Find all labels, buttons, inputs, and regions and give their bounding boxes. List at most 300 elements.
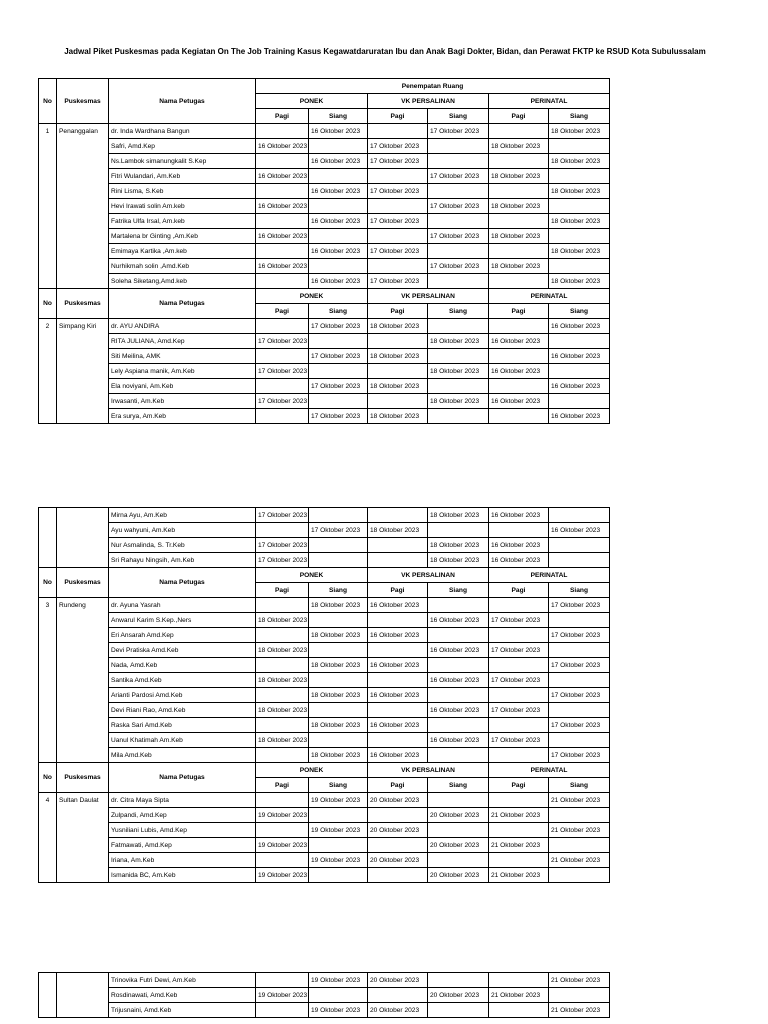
row-no <box>39 973 57 988</box>
row-puskesmas <box>57 139 109 154</box>
row-date-cell <box>549 643 610 658</box>
row-date-cell: 19 Oktober 2023 <box>309 1003 368 1018</box>
header-nama-petugas: Nama Petugas <box>109 568 256 598</box>
row-date-cell: 17 Oktober 2023 <box>428 169 489 184</box>
table-row <box>39 124 610 139</box>
row-date-cell: 16 Oktober 2023 <box>309 154 368 169</box>
row-date-cell <box>489 823 549 838</box>
row-date-cell: 17 Oktober 2023 <box>368 274 428 289</box>
row-date-cell <box>368 988 428 1003</box>
row-nama-petugas: Nada, Amd.Keb <box>109 658 256 673</box>
row-date-cell: 16 Oktober 2023 <box>428 643 489 658</box>
row-date-cell: 18 Oktober 2023 <box>549 244 610 259</box>
row-date-cell: 18 Oktober 2023 <box>549 214 610 229</box>
row-date-cell <box>309 538 368 553</box>
row-date-cell <box>256 853 309 868</box>
table-row <box>39 409 610 424</box>
row-date-cell <box>489 1003 549 1018</box>
row-no <box>39 154 57 169</box>
header-vk-persalinan: VK PERSALINAN <box>368 94 489 109</box>
row-date-cell: 18 Oktober 2023 <box>309 718 368 733</box>
row-nama-petugas: Raska Sari Amd.Keb <box>109 718 256 733</box>
table-row <box>39 214 610 229</box>
row-date-cell: 16 Oktober 2023 <box>549 379 610 394</box>
row-date-cell <box>489 523 549 538</box>
header-vk-persalinan: VK PERSALINAN <box>368 568 489 583</box>
header-puskesmas: Puskesmas <box>57 568 109 598</box>
row-date-cell <box>309 169 368 184</box>
row-date-cell <box>256 598 309 613</box>
row-date-cell <box>309 259 368 274</box>
table-row <box>39 394 610 409</box>
row-puskesmas <box>57 688 109 703</box>
schedule-table-page-1 <box>38 78 610 424</box>
row-date-cell: 20 Oktober 2023 <box>428 868 489 883</box>
row-date-cell: 18 Oktober 2023 <box>428 508 489 523</box>
row-date-cell: 18 Oktober 2023 <box>489 199 549 214</box>
row-puskesmas <box>57 409 109 424</box>
row-date-cell: 21 Oktober 2023 <box>489 988 549 1003</box>
row-date-cell <box>549 553 610 568</box>
row-date-cell <box>368 169 428 184</box>
row-date-cell: 16 Oktober 2023 <box>489 364 549 379</box>
row-nama-petugas: Mirna Ayu, Am.Keb <box>109 508 256 523</box>
row-date-cell <box>489 598 549 613</box>
row-date-cell: 17 Oktober 2023 <box>428 199 489 214</box>
table-row <box>39 748 610 763</box>
row-no <box>39 628 57 643</box>
row-puskesmas <box>57 364 109 379</box>
table-row <box>39 838 610 853</box>
row-date-cell <box>428 793 489 808</box>
header-pagi: Pagi <box>489 583 549 598</box>
row-date-cell <box>368 199 428 214</box>
header-perinatal: PERINATAL <box>489 763 610 778</box>
row-date-cell <box>428 523 489 538</box>
row-date-cell: 18 Oktober 2023 <box>256 733 309 748</box>
row-puskesmas <box>57 823 109 838</box>
row-puskesmas <box>57 154 109 169</box>
row-date-cell <box>489 214 549 229</box>
row-date-cell <box>549 199 610 214</box>
row-puskesmas <box>57 853 109 868</box>
schedule-table-page-2 <box>38 507 610 883</box>
row-date-cell: 17 Oktober 2023 <box>549 688 610 703</box>
row-date-cell <box>489 409 549 424</box>
row-date-cell: 18 Oktober 2023 <box>428 394 489 409</box>
row-date-cell <box>256 379 309 394</box>
row-no <box>39 409 57 424</box>
row-date-cell <box>549 394 610 409</box>
row-date-cell <box>489 688 549 703</box>
row-date-cell: 18 Oktober 2023 <box>428 364 489 379</box>
row-no <box>39 658 57 673</box>
row-nama-petugas: Anwarul Karim S.Kep.,Ners <box>109 613 256 628</box>
header-pagi: Pagi <box>256 304 309 319</box>
table-row <box>39 244 610 259</box>
row-no <box>39 808 57 823</box>
table-row <box>39 688 610 703</box>
row-date-cell: 19 Oktober 2023 <box>256 868 309 883</box>
row-no <box>39 538 57 553</box>
header-siang: Siang <box>428 304 489 319</box>
row-date-cell: 16 Oktober 2023 <box>256 229 309 244</box>
row-date-cell <box>256 349 309 364</box>
row-date-cell: 21 Oktober 2023 <box>549 973 610 988</box>
row-no <box>39 748 57 763</box>
row-nama-petugas: Iriana, Am.Keb <box>109 853 256 868</box>
row-date-cell: 17 Oktober 2023 <box>549 748 610 763</box>
row-date-cell: 17 Oktober 2023 <box>256 538 309 553</box>
table-row <box>39 379 610 394</box>
row-date-cell <box>489 274 549 289</box>
row-nama-petugas: Era surya, Am.Keb <box>109 409 256 424</box>
row-date-cell: 17 Oktober 2023 <box>368 139 428 154</box>
table-row <box>39 1003 610 1018</box>
row-date-cell: 20 Oktober 2023 <box>428 808 489 823</box>
row-nama-petugas: Safri, Amd.Kep <box>109 139 256 154</box>
row-date-cell <box>256 184 309 199</box>
header-siang: Siang <box>549 778 610 793</box>
row-date-cell: 17 Oktober 2023 <box>256 334 309 349</box>
row-no <box>39 523 57 538</box>
header-pagi: Pagi <box>368 778 428 793</box>
table-row <box>39 274 610 289</box>
row-puskesmas <box>57 259 109 274</box>
row-date-cell: 17 Oktober 2023 <box>428 259 489 274</box>
row-no <box>39 394 57 409</box>
row-date-cell <box>309 364 368 379</box>
header-pagi: Pagi <box>489 778 549 793</box>
row-nama-petugas: Devi Riani Rao, Amd.Keb <box>109 703 256 718</box>
table-row <box>39 259 610 274</box>
row-date-cell: 18 Oktober 2023 <box>309 598 368 613</box>
row-date-cell <box>368 838 428 853</box>
row-date-cell <box>309 334 368 349</box>
row-date-cell <box>368 394 428 409</box>
row-date-cell <box>489 628 549 643</box>
row-puskesmas <box>57 538 109 553</box>
table-row <box>39 229 610 244</box>
schedule-table-page-3 <box>38 972 610 1018</box>
row-no <box>39 139 57 154</box>
row-date-cell <box>428 184 489 199</box>
row-nama-petugas: Trinovika Futri Dewi, Am.Keb <box>109 973 256 988</box>
row-nama-petugas: Martalena br Ginting ,Am.Keb <box>109 229 256 244</box>
row-date-cell: 17 Oktober 2023 <box>489 613 549 628</box>
row-date-cell: 17 Oktober 2023 <box>549 598 610 613</box>
row-puskesmas <box>57 214 109 229</box>
row-date-cell: 18 Oktober 2023 <box>256 643 309 658</box>
row-puskesmas: Rundeng <box>57 598 109 613</box>
row-date-cell: 21 Oktober 2023 <box>489 808 549 823</box>
row-puskesmas <box>57 394 109 409</box>
table-row <box>39 673 610 688</box>
row-date-cell <box>428 349 489 364</box>
row-no <box>39 733 57 748</box>
row-date-cell: 18 Oktober 2023 <box>428 553 489 568</box>
row-date-cell <box>428 688 489 703</box>
header-nama-petugas: Nama Petugas <box>109 79 256 124</box>
row-date-cell <box>549 703 610 718</box>
table-row <box>39 508 610 523</box>
row-date-cell <box>256 823 309 838</box>
row-date-cell: 16 Oktober 2023 <box>489 538 549 553</box>
row-puskesmas <box>57 973 109 988</box>
header-penempatan-ruang: Penempatan Ruang <box>256 79 610 94</box>
row-date-cell: 16 Oktober 2023 <box>489 334 549 349</box>
row-date-cell <box>368 259 428 274</box>
row-no <box>39 274 57 289</box>
row-date-cell: 16 Oktober 2023 <box>549 319 610 334</box>
row-no <box>39 553 57 568</box>
row-date-cell: 17 Oktober 2023 <box>489 673 549 688</box>
row-date-cell: 18 Oktober 2023 <box>549 154 610 169</box>
row-date-cell: 17 Oktober 2023 <box>549 658 610 673</box>
table-row <box>39 553 610 568</box>
row-date-cell <box>368 229 428 244</box>
row-date-cell: 18 Oktober 2023 <box>489 229 549 244</box>
row-date-cell: 18 Oktober 2023 <box>368 523 428 538</box>
row-date-cell <box>549 808 610 823</box>
row-nama-petugas: dr. Inda Wardhana Bangun <box>109 124 256 139</box>
row-date-cell: 18 Oktober 2023 <box>489 259 549 274</box>
header-puskesmas: Puskesmas <box>57 289 109 319</box>
table-row <box>39 643 610 658</box>
header-perinatal: PERINATAL <box>489 94 610 109</box>
row-nama-petugas: Rosdinawati, Amd.Keb <box>109 988 256 1003</box>
row-date-cell: 20 Oktober 2023 <box>368 793 428 808</box>
header-siang: Siang <box>549 304 610 319</box>
row-date-cell: 18 Oktober 2023 <box>256 703 309 718</box>
row-date-cell: 17 Oktober 2023 <box>368 154 428 169</box>
row-date-cell: 19 Oktober 2023 <box>309 973 368 988</box>
row-date-cell: 20 Oktober 2023 <box>368 1003 428 1018</box>
row-date-cell <box>549 169 610 184</box>
row-date-cell <box>549 613 610 628</box>
table-row <box>39 334 610 349</box>
header-siang: Siang <box>428 583 489 598</box>
table-row <box>39 733 610 748</box>
row-nama-petugas: dr. Citra Maya Sipta <box>109 793 256 808</box>
row-date-cell: 17 Oktober 2023 <box>309 319 368 334</box>
header-pagi: Pagi <box>489 109 549 124</box>
row-date-cell: 16 Oktober 2023 <box>368 628 428 643</box>
row-no: 3 <box>39 598 57 613</box>
row-no: 1 <box>39 124 57 139</box>
row-date-cell <box>549 259 610 274</box>
row-puskesmas <box>57 613 109 628</box>
row-date-cell <box>368 733 428 748</box>
header-siang: Siang <box>309 778 368 793</box>
row-date-cell <box>309 508 368 523</box>
row-nama-petugas: Mila Amd.Keb <box>109 748 256 763</box>
row-date-cell: 21 Oktober 2023 <box>489 868 549 883</box>
row-puskesmas <box>57 334 109 349</box>
row-nama-petugas: Emimaya Kartika ,Am.keb <box>109 244 256 259</box>
row-puskesmas: Simpang Kiri <box>57 319 109 334</box>
row-no <box>39 823 57 838</box>
row-date-cell: 16 Oktober 2023 <box>309 184 368 199</box>
row-date-cell: 17 Oktober 2023 <box>309 409 368 424</box>
row-date-cell <box>368 868 428 883</box>
row-date-cell <box>549 334 610 349</box>
row-date-cell: 16 Oktober 2023 <box>309 124 368 139</box>
row-date-cell: 21 Oktober 2023 <box>549 1003 610 1018</box>
row-date-cell <box>549 229 610 244</box>
header-pagi: Pagi <box>256 583 309 598</box>
row-nama-petugas: Eri Ansarah Amd.Kep <box>109 628 256 643</box>
header-siang: Siang <box>428 109 489 124</box>
header-no: No <box>39 79 57 124</box>
row-date-cell: 16 Oktober 2023 <box>549 523 610 538</box>
header-ponek: PONEK <box>256 568 368 583</box>
row-date-cell <box>368 808 428 823</box>
row-date-cell: 21 Oktober 2023 <box>489 838 549 853</box>
row-date-cell <box>256 523 309 538</box>
row-date-cell: 21 Oktober 2023 <box>549 793 610 808</box>
row-no: 2 <box>39 319 57 334</box>
row-no <box>39 613 57 628</box>
row-no <box>39 169 57 184</box>
header-pagi: Pagi <box>368 304 428 319</box>
header-siang: Siang <box>549 109 610 124</box>
row-date-cell <box>256 319 309 334</box>
row-date-cell: 16 Oktober 2023 <box>368 658 428 673</box>
table-row <box>39 199 610 214</box>
row-date-cell: 18 Oktober 2023 <box>309 628 368 643</box>
row-date-cell <box>428 718 489 733</box>
row-date-cell: 18 Oktober 2023 <box>256 613 309 628</box>
row-no <box>39 673 57 688</box>
row-puskesmas <box>57 199 109 214</box>
row-date-cell <box>309 613 368 628</box>
row-date-cell: 16 Oktober 2023 <box>256 259 309 274</box>
header-siang: Siang <box>309 304 368 319</box>
row-date-cell <box>489 793 549 808</box>
row-date-cell: 19 Oktober 2023 <box>309 853 368 868</box>
row-no <box>39 703 57 718</box>
row-date-cell: 17 Oktober 2023 <box>428 229 489 244</box>
row-date-cell: 16 Oktober 2023 <box>256 199 309 214</box>
row-puskesmas <box>57 274 109 289</box>
row-date-cell <box>428 379 489 394</box>
header-pagi: Pagi <box>368 583 428 598</box>
row-date-cell <box>256 244 309 259</box>
header-vk-persalinan: VK PERSALINAN <box>368 763 489 778</box>
row-nama-petugas: Siti Meilina, AMK <box>109 349 256 364</box>
row-date-cell: 16 Oktober 2023 <box>428 673 489 688</box>
row-date-cell: 16 Oktober 2023 <box>428 703 489 718</box>
row-puskesmas <box>57 733 109 748</box>
row-puskesmas <box>57 169 109 184</box>
header-ponek: PONEK <box>256 289 368 304</box>
row-date-cell: 18 Oktober 2023 <box>549 274 610 289</box>
row-date-cell <box>489 319 549 334</box>
row-puskesmas <box>57 703 109 718</box>
row-date-cell <box>256 628 309 643</box>
row-date-cell <box>428 319 489 334</box>
row-no <box>39 364 57 379</box>
row-date-cell <box>368 334 428 349</box>
row-date-cell <box>256 658 309 673</box>
row-date-cell <box>428 748 489 763</box>
row-date-cell: 16 Oktober 2023 <box>256 169 309 184</box>
row-date-cell: 21 Oktober 2023 <box>549 853 610 868</box>
row-nama-petugas: Nurhikmah solin ,Amd.Keb <box>109 259 256 274</box>
row-date-cell <box>368 538 428 553</box>
row-date-cell <box>256 409 309 424</box>
row-date-cell <box>368 673 428 688</box>
row-nama-petugas: Uanul Khatimah Am.Keb <box>109 733 256 748</box>
row-date-cell: 17 Oktober 2023 <box>309 349 368 364</box>
table-row <box>39 658 610 673</box>
row-puskesmas <box>57 868 109 883</box>
row-date-cell: 18 Oktober 2023 <box>256 673 309 688</box>
row-nama-petugas: Hevi Irawati solin Am.keb <box>109 199 256 214</box>
row-date-cell <box>309 553 368 568</box>
row-date-cell <box>489 244 549 259</box>
row-date-cell <box>428 274 489 289</box>
row-date-cell <box>489 349 549 364</box>
row-no <box>39 688 57 703</box>
row-date-cell <box>489 124 549 139</box>
row-puskesmas <box>57 508 109 523</box>
header-siang: Siang <box>428 778 489 793</box>
document-title: Jadwal Piket Puskesmas pada Kegiatan On The Job Training Kasus Kegawatdaruratan Ibu dan Anak Bagi Dokter, Bidan, dan Perawat FKTP ke RSUD Kota Subulussalam <box>64 47 706 56</box>
table-row <box>39 988 610 1003</box>
row-date-cell <box>549 733 610 748</box>
row-puskesmas <box>57 1003 109 1018</box>
row-date-cell: 18 Oktober 2023 <box>309 658 368 673</box>
row-nama-petugas: Trijusnaini, Amd.Keb <box>109 1003 256 1018</box>
row-date-cell: 18 Oktober 2023 <box>368 409 428 424</box>
header-ponek: PONEK <box>256 94 368 109</box>
row-date-cell <box>428 598 489 613</box>
table-row <box>39 718 610 733</box>
row-no <box>39 718 57 733</box>
row-date-cell: 16 Oktober 2023 <box>549 349 610 364</box>
row-date-cell: 17 Oktober 2023 <box>489 643 549 658</box>
row-date-cell <box>256 748 309 763</box>
row-date-cell <box>309 988 368 1003</box>
row-nama-petugas: Zulpandi, Amd.Kep <box>109 808 256 823</box>
row-puskesmas <box>57 349 109 364</box>
row-date-cell <box>489 379 549 394</box>
row-date-cell <box>256 274 309 289</box>
row-date-cell <box>489 748 549 763</box>
row-date-cell <box>368 613 428 628</box>
row-date-cell: 18 Oktober 2023 <box>428 334 489 349</box>
row-date-cell <box>428 214 489 229</box>
row-date-cell: 18 Oktober 2023 <box>549 184 610 199</box>
row-date-cell <box>256 718 309 733</box>
row-date-cell: 17 Oktober 2023 <box>368 244 428 259</box>
row-nama-petugas: Devi Pratiska Amd.Keb <box>109 643 256 658</box>
row-puskesmas <box>57 229 109 244</box>
row-puskesmas <box>57 628 109 643</box>
header-no: No <box>39 289 57 319</box>
row-date-cell: 20 Oktober 2023 <box>368 853 428 868</box>
row-date-cell <box>368 553 428 568</box>
row-date-cell: 16 Oktober 2023 <box>428 733 489 748</box>
row-date-cell <box>549 139 610 154</box>
header-no: No <box>39 568 57 598</box>
row-no <box>39 988 57 1003</box>
row-nama-petugas: Yusniliani Lubis, Amd.Kep <box>109 823 256 838</box>
table-row <box>39 538 610 553</box>
header-puskesmas: Puskesmas <box>57 79 109 124</box>
